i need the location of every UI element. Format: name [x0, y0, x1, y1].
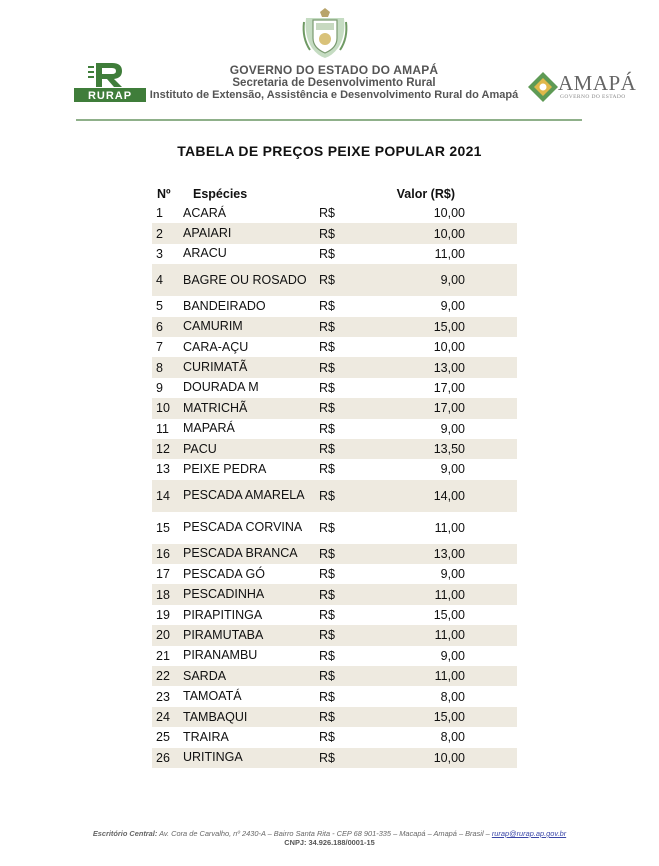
row-species: ARACU: [183, 246, 227, 261]
row-number: 12: [152, 439, 183, 459]
row-currency: R$: [319, 567, 335, 582]
row-species: SARDA: [183, 666, 319, 686]
row-value: 13,00: [357, 544, 517, 564]
row-number: 8: [152, 357, 183, 377]
row-number: 15: [156, 520, 170, 535]
row-currency: R$: [319, 480, 357, 512]
footer-cnpj: CNPJ: 34.926.188/0001-15: [284, 838, 375, 847]
row-species: MATRICHÃ: [183, 398, 319, 418]
table-row: [152, 625, 517, 645]
amapa-logo-subtitle: GOVERNO DO ESTADO: [560, 94, 626, 100]
row-currency: R$: [319, 520, 335, 535]
row-value: 10,00: [357, 223, 517, 243]
row-number: 13: [156, 462, 170, 477]
table-row: [152, 605, 517, 625]
row-currency: R$: [319, 299, 335, 314]
row-number: 19: [156, 608, 170, 623]
table-row: [152, 378, 517, 398]
row-value: 15,00: [433, 608, 465, 623]
row-value: 9,00: [440, 421, 465, 436]
row-currency: R$: [319, 264, 357, 296]
table-row: [152, 480, 517, 512]
row-species: URITINGA: [183, 748, 319, 768]
price-table-body: [152, 203, 517, 768]
row-value: 9,00: [440, 648, 465, 663]
price-table: [152, 184, 517, 768]
row-currency: R$: [319, 544, 357, 564]
row-number: 7: [156, 340, 163, 355]
header-currency-spacer: [319, 184, 357, 203]
row-species: CAMURIM: [183, 317, 319, 337]
table-row: [152, 707, 517, 727]
row-currency: R$: [319, 380, 335, 395]
footer-address: Av. Cora de Carvalho, nº 2430-A – Bairro Santa Rita - CEP 68 901-335 – Macapá – Amapá – Brasil –: [159, 829, 490, 838]
amapa-logo-text: [558, 72, 636, 101]
row-currency: R$: [319, 689, 335, 704]
row-number: 17: [156, 567, 170, 582]
row-currency: R$: [319, 707, 357, 727]
footer-email-link[interactable]: rurap@rurap.ap.gov.br: [491, 829, 567, 838]
row-number: 21: [156, 648, 170, 663]
row-number: 9: [156, 380, 163, 395]
table-row: [152, 544, 517, 564]
footer: [0, 829, 659, 847]
table-row: [152, 357, 517, 377]
row-species: CURIMATÃ: [183, 357, 319, 377]
row-species: TAMBAQUI: [183, 707, 319, 727]
rurap-logo: [74, 60, 146, 102]
row-number: 14: [152, 480, 183, 512]
header-number: Nº: [157, 186, 171, 201]
row-number: 10: [152, 398, 183, 418]
row-number: 6: [152, 317, 183, 337]
row-currency: R$: [319, 246, 335, 261]
table-header-row: [152, 184, 517, 203]
footer-office-label: Escritório Central:: [92, 829, 158, 838]
table-row: [152, 419, 517, 439]
row-species: BAGRE OU ROSADO: [183, 264, 319, 296]
row-species: PIRAPITINGA: [183, 607, 263, 622]
row-value: 9,00: [440, 462, 465, 477]
row-species: PACU: [183, 439, 319, 459]
row-value: 11,00: [357, 625, 517, 645]
table-row: [152, 512, 517, 544]
table-row: [152, 203, 517, 223]
row-number: 22: [152, 666, 183, 686]
row-species: PESCADA GÓ: [183, 566, 265, 581]
row-species: CARA-AÇU: [183, 339, 249, 354]
row-currency: R$: [319, 608, 335, 623]
row-currency: R$: [319, 584, 357, 604]
row-value: 11,00: [357, 666, 517, 686]
row-number: 3: [156, 246, 163, 261]
government-header: [148, 64, 520, 101]
row-currency: R$: [319, 462, 335, 477]
table-row: [152, 317, 517, 337]
row-value: 17,00: [357, 398, 517, 418]
table-row: [152, 459, 517, 479]
row-species: TAMOATÁ: [183, 689, 242, 704]
row-currency: R$: [319, 730, 335, 745]
secretariat-name: Secretaria de Desenvolvimento Rural: [232, 77, 436, 89]
row-value: 10,00: [433, 340, 465, 355]
table-row: [152, 337, 517, 357]
row-currency: R$: [319, 317, 357, 337]
row-species: MAPARÁ: [183, 421, 235, 436]
table-row: [152, 584, 517, 604]
row-currency: R$: [319, 439, 357, 459]
row-value: 9,00: [357, 264, 517, 296]
row-currency: R$: [319, 206, 335, 221]
row-species: PESCADINHA: [183, 584, 319, 604]
table-row: [152, 666, 517, 686]
row-value: 11,00: [434, 520, 465, 535]
row-number: 5: [156, 299, 163, 314]
row-currency: R$: [319, 648, 335, 663]
rurap-logo-text: RURAP: [87, 90, 133, 102]
row-value: 8,00: [440, 689, 465, 704]
row-value: 15,00: [357, 317, 517, 337]
state-coat-of-arms-icon: [300, 8, 350, 60]
row-value: 10,00: [433, 206, 465, 221]
row-number: 23: [156, 689, 170, 704]
row-currency: R$: [319, 421, 335, 436]
row-number: 26: [152, 748, 183, 768]
row-value: 9,00: [440, 299, 465, 314]
row-species: PIRAMUTABA: [183, 625, 319, 645]
header-species: Espécies: [193, 186, 248, 201]
row-species: BANDEIRADO: [183, 298, 266, 313]
row-value: 15,00: [357, 707, 517, 727]
row-value: 10,00: [357, 748, 517, 768]
row-value: 17,00: [433, 380, 465, 395]
table-row: [152, 244, 517, 264]
footer-address-line: [0, 829, 659, 838]
row-number: 25: [156, 730, 170, 745]
row-value: 11,00: [434, 246, 465, 261]
row-number: 20: [152, 625, 183, 645]
institute-name: Instituto de Extensão, Assistência e Desenvolvimento Rural do Amapá: [149, 89, 519, 101]
row-currency: R$: [319, 398, 357, 418]
table-row: [152, 727, 517, 747]
row-species: APAIARI: [183, 223, 319, 243]
row-number: 24: [152, 707, 183, 727]
table-row: [152, 264, 517, 296]
row-number: 11: [156, 421, 169, 436]
row-currency: R$: [319, 223, 357, 243]
row-value: 9,00: [440, 567, 465, 582]
row-species: DOURADA M: [183, 380, 259, 395]
amapa-logo-title: AMAPÁ: [558, 71, 637, 95]
row-species: PESCADA BRANCA: [183, 544, 319, 564]
table-row: [152, 398, 517, 418]
page-title: TABELA DE PREÇOS PEIXE POPULAR 2021: [177, 143, 482, 159]
row-species: TRAIRA: [183, 729, 229, 744]
row-number: 2: [152, 223, 183, 243]
row-number: 16: [152, 544, 183, 564]
table-row: [152, 439, 517, 459]
row-species: PEIXE PEDRA: [183, 461, 267, 476]
table-row: [152, 296, 517, 316]
table-row: [152, 686, 517, 706]
row-species: ACARÁ: [183, 205, 227, 220]
rurap-logo-icon: [74, 60, 146, 102]
row-currency: R$: [319, 748, 357, 768]
row-species: PESCADA AMARELA: [183, 480, 319, 512]
row-number: 1: [156, 206, 163, 221]
row-number: 4: [152, 264, 183, 296]
row-value: 8,00: [440, 730, 465, 745]
header-value: Valor (R$): [396, 186, 455, 201]
table-row: [152, 564, 517, 584]
table-row: [152, 748, 517, 768]
row-value: 11,00: [357, 584, 517, 604]
header-divider: [76, 119, 582, 121]
row-species: PESCADA CORVINA: [183, 520, 303, 535]
row-number: 18: [152, 584, 183, 604]
table-row: [152, 223, 517, 243]
row-currency: R$: [319, 666, 357, 686]
row-value: 14,00: [357, 480, 517, 512]
row-value: 13,50: [357, 439, 517, 459]
table-row: [152, 646, 517, 666]
government-name: GOVERNO DO ESTADO DO AMAPÁ: [229, 63, 439, 77]
row-species: PIRANAMBU: [183, 648, 258, 663]
row-currency: R$: [319, 357, 357, 377]
row-value: 13,00: [357, 357, 517, 377]
row-currency: R$: [319, 340, 335, 355]
row-currency: R$: [319, 625, 357, 645]
